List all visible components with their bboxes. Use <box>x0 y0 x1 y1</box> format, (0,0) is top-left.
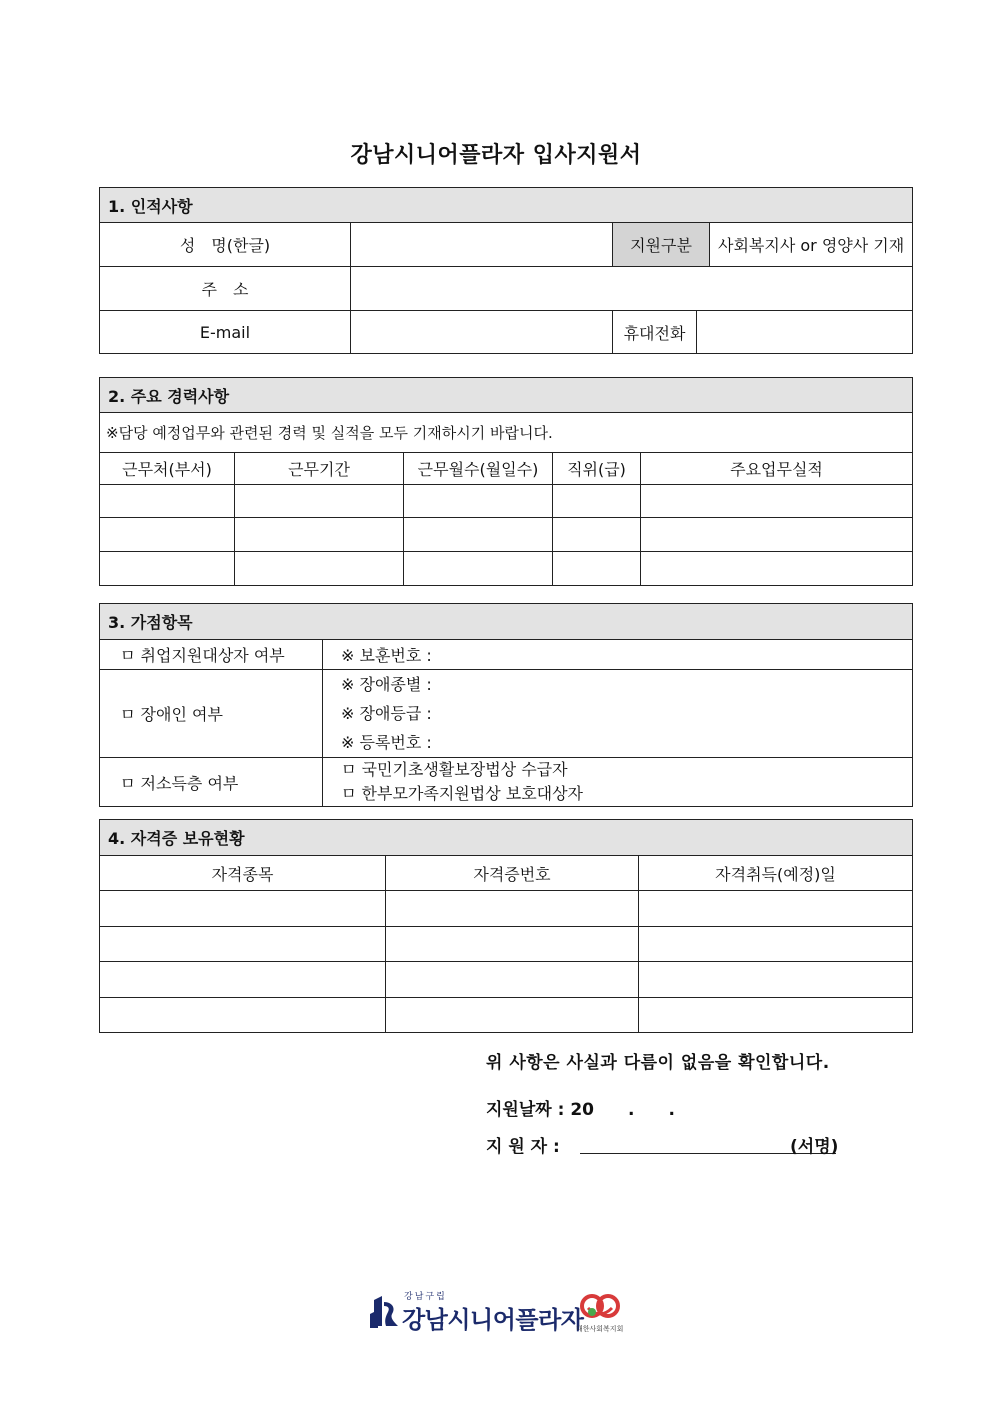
certificate-cell[interactable] <box>639 962 913 998</box>
career-cell[interactable] <box>553 485 641 518</box>
career-cell[interactable] <box>100 485 235 518</box>
certificate-cell[interactable] <box>100 998 386 1033</box>
certificate-cell[interactable] <box>100 891 386 927</box>
bonus-table <box>99 603 913 807</box>
career-cell[interactable] <box>641 518 913 552</box>
registration-number-field[interactable]: ※ 등록번호 : <box>341 733 432 752</box>
certificate-cell[interactable] <box>100 927 386 962</box>
certificate-cell[interactable] <box>386 998 639 1033</box>
career-cell[interactable] <box>404 518 553 552</box>
certificate-table <box>99 819 913 1033</box>
career-cell[interactable] <box>235 552 404 586</box>
career-cell[interactable] <box>553 552 641 586</box>
logo-mark-icon <box>368 1292 400 1332</box>
applicant-label: 지 원 자 : <box>486 1137 560 1157</box>
apply-type-value[interactable]: 사회복지사 or 영양사 기재 <box>710 223 913 267</box>
low-income-details[interactable] <box>323 758 913 807</box>
career-cell[interactable] <box>553 518 641 552</box>
certificate-cell[interactable] <box>100 962 386 998</box>
certificate-cell[interactable] <box>639 927 913 962</box>
name-label: 성 명(한글) <box>100 223 351 267</box>
sign-label: (서명) <box>790 1137 839 1157</box>
career-cell[interactable] <box>235 485 404 518</box>
column-header: 자격취득(예정)일 <box>639 856 913 891</box>
name-field[interactable] <box>351 223 613 267</box>
column-header: 근무기간 <box>235 453 404 485</box>
certificate-cell[interactable] <box>386 891 639 927</box>
column-header: 자격증번호 <box>386 856 639 891</box>
organization-logo <box>368 1288 628 1336</box>
certificate-cell[interactable] <box>386 962 639 998</box>
bonus-item-veteran[interactable]: ㅁ 취업지원대상자 여부 <box>100 640 323 670</box>
certificate-cell[interactable] <box>639 891 913 927</box>
column-header: 근무처(부서) <box>100 453 235 485</box>
column-header: 근무월수(월일수) <box>404 453 553 485</box>
disability-grade-field[interactable]: ※ 장애등급 : <box>341 704 432 723</box>
basic-livelihood-checkbox[interactable]: ㅁ 국민기초생활보장법상 수급자 <box>341 760 568 779</box>
section-header: 2. 주요 경력사항 <box>100 378 913 413</box>
career-cell[interactable] <box>235 518 404 552</box>
column-header: 직위(급) <box>553 453 641 485</box>
personal-info-table <box>99 187 913 354</box>
logo-small-text: 강남구립 <box>404 1292 447 1302</box>
disability-type-field[interactable]: ※ 장애종별 : <box>341 675 432 694</box>
section-header: 1. 인적사항 <box>100 188 913 223</box>
smile-heart-icon <box>578 1290 622 1324</box>
phone-label: 휴대전화 <box>613 311 697 354</box>
career-cell[interactable] <box>641 552 913 586</box>
bonus-item-disability[interactable]: ㅁ 장애인 여부 <box>100 670 323 758</box>
career-note: ※담당 예정업무와 관련된 경력 및 실적을 모두 기재하시기 바랍니다. <box>100 413 913 453</box>
career-cell[interactable] <box>641 485 913 518</box>
email-field[interactable] <box>351 311 613 354</box>
address-field[interactable] <box>351 267 913 311</box>
single-parent-checkbox[interactable]: ㅁ 한부모가족지원법상 보호대상자 <box>341 784 584 803</box>
certificate-cell[interactable] <box>639 998 913 1033</box>
career-cell[interactable] <box>100 552 235 586</box>
section-header: 4. 자격증 보유현황 <box>100 820 913 856</box>
logo-sub-text: 대한사회복지회 <box>576 1325 624 1333</box>
disability-details[interactable] <box>323 670 913 758</box>
bonus-item-low-income[interactable]: ㅁ 저소득층 여부 <box>100 758 323 807</box>
phone-field[interactable] <box>697 311 913 354</box>
section-header: 3. 가점항목 <box>100 604 913 640</box>
career-cell[interactable] <box>404 485 553 518</box>
veteran-number-field[interactable]: ※ 보훈번호 : <box>323 640 913 670</box>
application-date[interactable]: 지원날짜 : 20 . . <box>486 1100 675 1120</box>
page-title: 강남시니어플라자 입사지원서 <box>350 143 642 168</box>
address-label: 주 소 <box>100 267 351 311</box>
column-header: 주요업무실적 <box>641 453 913 485</box>
career-cell[interactable] <box>100 518 235 552</box>
career-table <box>99 377 913 586</box>
confirmation-text: 위 사항은 사실과 다름이 없음을 확인합니다. <box>486 1053 830 1073</box>
column-header: 자격종목 <box>100 856 386 891</box>
logo-main-text: 강남시니어플라자 <box>402 1306 584 1334</box>
career-cell[interactable] <box>404 552 553 586</box>
email-label: E-mail <box>100 311 351 354</box>
apply-type-label: 지원구분 <box>613 223 710 267</box>
certificate-cell[interactable] <box>386 927 639 962</box>
